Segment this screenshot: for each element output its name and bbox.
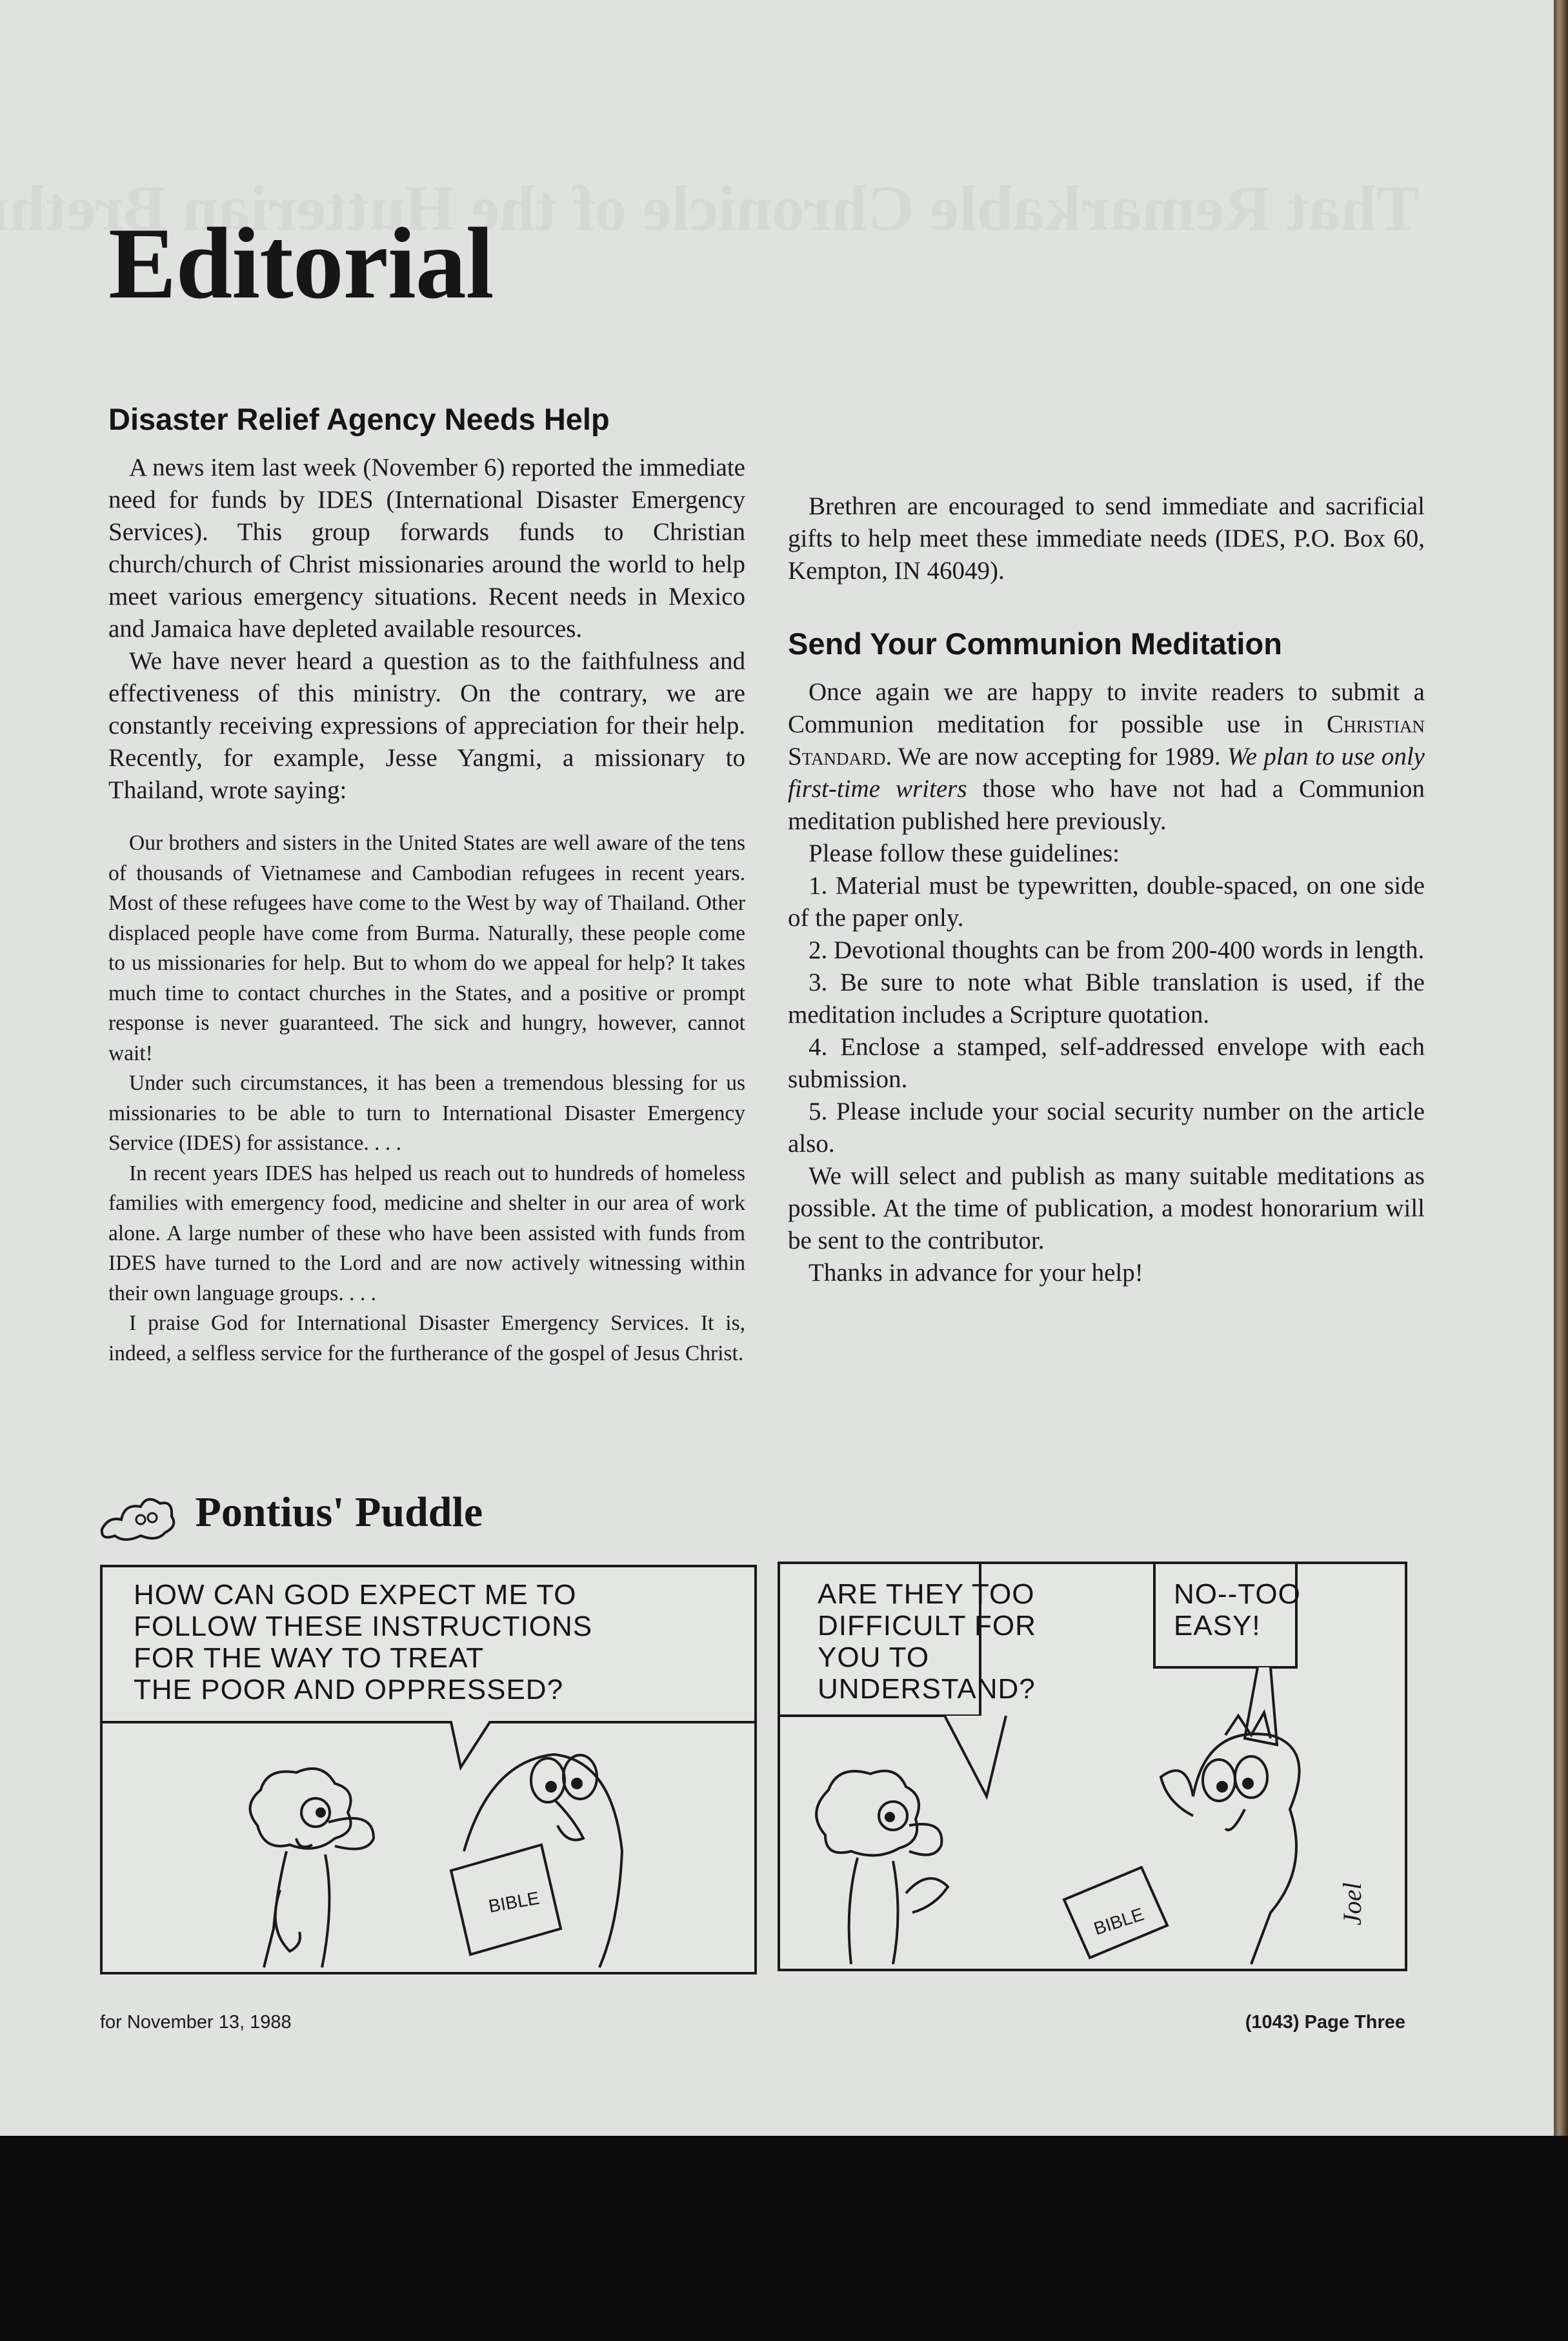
guideline-item: 2. Devotional thoughts can be from 200-400 words in length. bbox=[809, 936, 1425, 965]
cartoon-panel-1 bbox=[100, 1565, 757, 1974]
intro-text-c: those who have not had a Communion meditation published here previously. bbox=[788, 775, 1425, 836]
puddle-logo-icon bbox=[95, 1484, 179, 1549]
guideline-item: 1. Material must be typewritten, double-spaced, on one side of the paper only. bbox=[788, 872, 1425, 932]
speech-line: UNDERSTAND? bbox=[818, 1673, 1036, 1705]
speech-line: FOLLOW THESE INSTRUCTIONS bbox=[134, 1611, 593, 1642]
article1-para3: Brethren are encouraged to send immediate and sacrificial gifts to help meet these immediate needs (IDES, P.O. Box 60, Kempton, IN 46049). bbox=[788, 492, 1425, 585]
speech-line: YOU TO bbox=[818, 1642, 930, 1673]
spacer bbox=[788, 458, 1425, 490]
footer-page-number: (1043) Page Three bbox=[1245, 2012, 1405, 2033]
publication-name: Christian Standard bbox=[788, 710, 1425, 771]
bible-book-label: BIBLE bbox=[1091, 1904, 1147, 1939]
quote-para2: Under such circumstances, it has been a tremendous blessing for us missionaries to be able to turn to International Disaster Emergency Service (IDES) for assistance. . . . bbox=[108, 1071, 745, 1156]
speech-line: THE POOR AND OPPRESSED? bbox=[134, 1674, 564, 1705]
article1-para1: A news item last week (November 6) reported the immediate need for funds by IDES (International Disaster Emergency Services). This group forwards funds to Christian church/church of Christ missionaries around the world to help meet various emergency situations. Recent needs in Mexico and Jamaica have depleted available resources. bbox=[108, 454, 745, 643]
article2-heading: Send Your Communion Meditation bbox=[788, 627, 1282, 661]
article2-closing: We will select and publish as many suitable meditations as possible. At the time of publication, a modest honorarium will be sent to the contributor. bbox=[788, 1162, 1425, 1255]
quote-para3: In recent years IDES has helped us reach out to hundreds of homeless families with emergency food, medicine and shelter in our area of work alone. A large number of these who have been assisted with funds from IDES have turned to the Lord and are now actively witnessing within their own language groups. . . . bbox=[108, 1161, 745, 1305]
speech-line: NO--TOO bbox=[1174, 1578, 1301, 1610]
article1-para2: We have never heard a question as to the faithfulness and effectiveness of this ministry. On the contrary, we are constantly receiving expressions of appreciation for their help. Recently, for example, Jesse Yangmi, a missionary to Thailand, wrote saying: bbox=[108, 647, 745, 805]
artist-signature: Joel bbox=[1338, 1882, 1367, 1925]
spacer bbox=[788, 587, 1425, 626]
left-column bbox=[108, 401, 745, 1369]
panel-1-speech bbox=[134, 1579, 592, 1705]
page-edge bbox=[1554, 0, 1568, 2136]
cartoon-title-text: Pontius' Puddle bbox=[195, 1489, 483, 1536]
article2-intro bbox=[788, 676, 1425, 838]
guideline-item: 4. Enclose a stamped, self-addressed envelope with each submission. bbox=[788, 1033, 1425, 1094]
cartoon-title bbox=[95, 1484, 483, 1549]
footer-date: for November 13, 1988 bbox=[100, 2012, 292, 2033]
right-column bbox=[788, 458, 1425, 1289]
speech-line: ARE THEY TOO bbox=[818, 1578, 1035, 1610]
missionary-letter-quote bbox=[108, 829, 745, 1369]
speech-line: HOW CAN GOD EXPECT ME TO bbox=[134, 1579, 577, 1611]
intro-text: Once again we are happy to invite readers to submit a Communion meditation for possible use in bbox=[788, 678, 1425, 739]
article2-thanks: Thanks in advance for your help! bbox=[809, 1259, 1143, 1287]
speech-line: DIFFICULT FOR bbox=[818, 1610, 1036, 1642]
intro-text-b: . We are now accepting for 1989. bbox=[885, 743, 1221, 771]
guideline-item: 3. Be sure to note what Bible translation is used, if the meditation includes a Scripture quotation. bbox=[788, 969, 1425, 1029]
bible-book-label: BIBLE bbox=[487, 1887, 541, 1916]
panel-2-speech-left bbox=[818, 1578, 1036, 1705]
page-title: Editorial bbox=[108, 207, 494, 320]
speech-line: FOR THE WAY TO TREAT bbox=[134, 1642, 485, 1674]
intro-emphasis: We plan to use only first-time writers bbox=[788, 743, 1425, 803]
guidelines-intro: Please follow these guidelines: bbox=[809, 839, 1120, 868]
guideline-item: 5. Please include your social security number on the article also. bbox=[788, 1098, 1425, 1158]
panel-2-speech-right bbox=[1174, 1578, 1301, 1642]
cartoon-panel-2 bbox=[778, 1562, 1407, 1971]
article1-heading: Disaster Relief Agency Needs Help bbox=[108, 402, 610, 436]
speech-line: EASY! bbox=[1174, 1610, 1261, 1642]
quote-para4: I praise God for International Disaster Emergency Services. It is, indeed, a selfless service for the furtherance of the gospel of Jesus Christ. bbox=[108, 1311, 745, 1365]
quote-para1: Our brothers and sisters in the United States are well aware of the tens of thousands of Vietnamese and Cambodian refugees in recent years. Most of these refugees have come to the West by way of Thailand. Other displaced people have come from Burma. Naturally, these people come to us missionaries for help. But to whom do we appeal for help? It takes much time to contact churches in the States, and a positive or prompt response is never guaranteed. The sick and hungry, however, cannot wait! bbox=[108, 831, 745, 1065]
